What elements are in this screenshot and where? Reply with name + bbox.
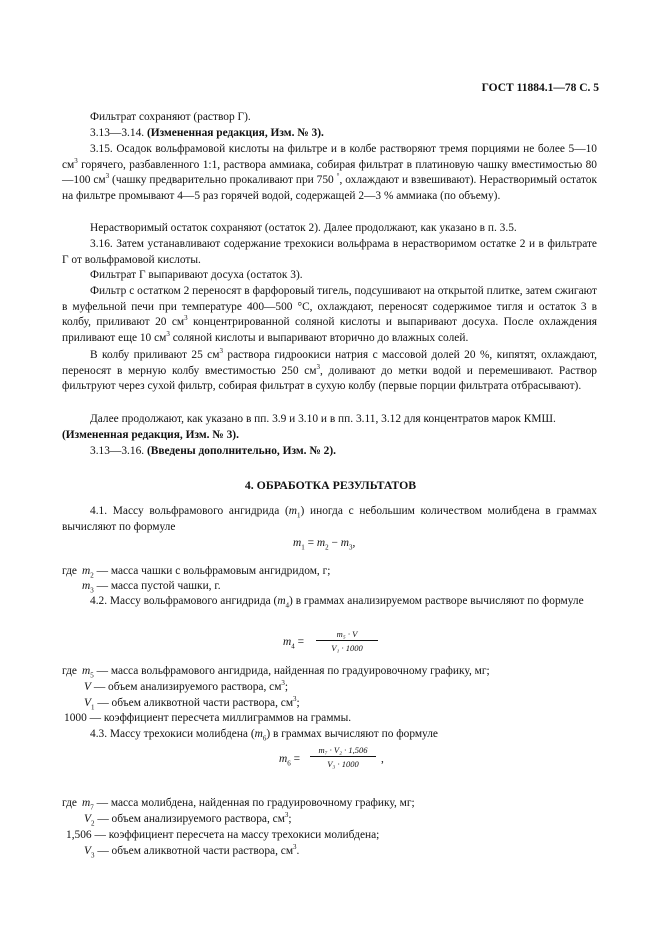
definition-m5 — [82, 664, 490, 679]
superscript: 3 — [74, 156, 78, 165]
subscript: 6 — [262, 734, 267, 743]
text: 3.15. Осадок вольфрамовой кислоты на фильтре и в колбе растворяют тремя порциями не более 5—10 см — [62, 143, 597, 171]
subscript: 3 — [90, 851, 95, 860]
text: 3.13—3.16. — [90, 445, 147, 457]
definition-v — [84, 680, 288, 695]
operator: = — [294, 636, 305, 648]
symbol: m — [283, 636, 292, 648]
paragraph-3-15 — [62, 142, 597, 204]
punctuation: ; — [288, 813, 292, 825]
paragraph-4-3 — [62, 727, 597, 743]
formula-m1 — [293, 537, 356, 552]
paragraph-filtrate-g — [62, 268, 597, 284]
paragraph-3-16 — [62, 237, 597, 268]
subscript: 4 — [291, 642, 295, 651]
superscript: 3 — [105, 172, 110, 181]
subscript: 7 — [90, 803, 94, 812]
subscript: 2 — [90, 571, 94, 580]
symbol: m — [316, 537, 326, 549]
text: Нерастворимый остаток сохраняют (остаток 2). Далее продолжают, как указано в п. 3.5. — [90, 222, 517, 234]
text: 4.3. Массу трехокиси молибдена ( — [90, 728, 255, 740]
edit-note: (Измененная редакция, Изм. № 3). — [62, 428, 239, 441]
symbol: m — [82, 580, 91, 592]
punctuation: . — [296, 845, 300, 857]
text: — масса молибдена, найденная по градуировочному графику, мг; — [93, 797, 415, 809]
text: — объем анализируемого раствора, см — [90, 681, 282, 693]
definition-m2 — [82, 564, 330, 579]
symbol: m — [288, 505, 298, 517]
formula-m4-lhs — [283, 636, 305, 651]
where-label: где — [62, 797, 77, 809]
definition-m3 — [82, 579, 221, 594]
degree-sign: ° — [336, 172, 340, 181]
punctuation: ; — [296, 697, 300, 709]
superscript: 3 — [166, 329, 170, 338]
paragraph-residue-2 — [62, 221, 597, 237]
paragraph-continue — [62, 412, 597, 443]
numerator: m₇ · V₂ · 1,506 — [318, 745, 368, 755]
paragraph-naoh — [62, 348, 597, 395]
subscript: 2 — [90, 819, 95, 828]
symbol: m — [82, 565, 91, 577]
superscript: 3 — [284, 811, 289, 820]
paragraph-4-1 — [62, 504, 597, 535]
superscript: 3 — [293, 843, 297, 852]
text: , охлаждают и взвешивают). Нерастворимый остаток на фильтре промывают 4—5 раз горячей водой, содержащей 2—3 % аммиака (по объему). — [62, 174, 597, 202]
symbol: V — [84, 813, 91, 825]
superscript: 3 — [219, 347, 223, 356]
text: Фильтрат Г выпаривают досуха (остаток 3). — [90, 269, 303, 281]
subscript: 5 — [90, 671, 94, 680]
subscript: 6 — [287, 759, 291, 768]
text: — масса пустой чашки, г. — [93, 580, 221, 592]
paragraph-3-13-3-16 — [62, 444, 597, 460]
edit-note: (Измененная редакция, Изм. № 3). — [146, 127, 324, 139]
paragraph-filter-residue — [62, 284, 597, 346]
punctuation: , — [352, 537, 356, 549]
text: — объем аликвотной части раствора, см — [94, 697, 294, 709]
where-label: где — [62, 665, 77, 677]
punctuation: ; — [284, 681, 289, 693]
symbol: V — [84, 845, 91, 857]
text: Фильтрат сохраняют (раствор Г). — [90, 111, 251, 123]
text: — объем аликвотной части раствора, см — [94, 845, 294, 857]
text: концентрированной соляной кислоты и выпаривают досуха. После охлаждения приливают еще 10 см — [62, 316, 597, 344]
operator: = — [290, 753, 301, 765]
subscript: 3 — [348, 543, 353, 552]
text: соляной кислоты и выпаривают вторично до влажных солей. — [169, 331, 469, 344]
symbol: m — [82, 797, 91, 809]
formula-m6-fraction — [310, 745, 376, 769]
subscript: 1 — [90, 703, 95, 712]
text: 3.13—3.14. — [90, 127, 147, 139]
text: 3.16. Затем устанавливают содержание трехокиси вольфрама в нерастворимом остатке 2 и в фильтрате Г от вольфрамовой кислоты. — [62, 238, 597, 266]
formula-m6-lhs — [279, 753, 301, 768]
text: Далее продолжают, как указано в пп. 3.9 и 3.10 и в пп. 3.11, 3.12 для концентратов марок КМШ. — [90, 413, 556, 425]
superscript: 3 — [281, 679, 285, 688]
where-label: где — [62, 565, 77, 577]
section-title: 4. ОБРАБОТКА РЕЗУЛЬТАТОВ — [244, 478, 417, 492]
formula-m4-fraction — [316, 629, 378, 653]
page-header: ГОСТ 11884.1—78 С. 5 — [481, 82, 599, 94]
text: В колбу приливают 25 см — [90, 349, 220, 361]
subscript: 4 — [285, 601, 290, 610]
text: ) в граммах вычисляют по формуле — [266, 728, 438, 740]
symbol: m — [82, 665, 91, 677]
symbol: m — [277, 595, 286, 607]
superscript: 3 — [316, 362, 320, 371]
symbol: m — [279, 753, 288, 765]
text: — объем анализируемого раствора, см — [94, 813, 285, 825]
operator: − — [328, 537, 341, 549]
text: — коэффициент пересчета миллиграммов на граммы. — [86, 712, 352, 724]
symbol: V — [84, 681, 91, 693]
text: ) иногда с небольшим количеством молибдена в граммах вычисляют по формуле — [62, 505, 597, 533]
symbol: 1,506 — [66, 829, 92, 841]
definition-1000 — [64, 711, 351, 726]
text: раствора гидроокиси натрия с массовой долей 20 %, кипятят, охлаждают, переносят в мерную колбу вместимостью 250 см — [62, 349, 598, 377]
formula-m6-comma: , — [381, 753, 384, 765]
text: — масса чашки с вольфрамовым ангидридом, г; — [93, 565, 331, 577]
edit-note: (Введены дополнительно, Изм. № 2). — [146, 445, 336, 457]
text: Фильтр с остатком 2 переносят в фарфоровый тигель, подсушивают на открытой плитке, затем сжигают в муфельной печи при температуре 400—500 °С, охлаждают, переносят содержимое тигля и остаток 3 в колбу, приливают 20 см — [62, 285, 597, 329]
subscript: 3 — [90, 586, 94, 595]
symbol: m — [254, 728, 263, 740]
text: горячего, разбавленного 1:1, раствора аммиака, собирая фильтрат в платиновую чашку вместимостью 80—100 см — [62, 158, 597, 187]
denominator: V₁ · 1000 — [331, 643, 363, 653]
operator: = — [304, 537, 317, 549]
definition-v2 — [84, 812, 292, 827]
paragraph-3-13-3-14 — [62, 126, 597, 142]
superscript: 3 — [293, 695, 297, 704]
denominator: V₃ · 1000 — [327, 759, 359, 769]
symbol: 1000 — [64, 712, 87, 724]
paragraph-4-2 — [62, 594, 597, 610]
paragraph-filtrate — [62, 110, 597, 126]
text: 4.2. Массу вольфрамового ангидрида ( — [90, 595, 278, 607]
symbol: m — [340, 537, 349, 549]
definition-v1 — [84, 696, 300, 711]
text: , доливают до метки водой и перемешивают. Раствор фильтруют через сухой фильтр, собирая фильтрат в сухую колбу (первые порции фильтрата отбрасывают). — [62, 364, 597, 393]
text: — масса вольфрамового ангидрида, найденная по градуировочному графику, мг; — [93, 665, 490, 677]
subscript: 2 — [325, 543, 329, 552]
subscript: 1 — [297, 511, 301, 520]
text: ) в граммах анализируемом растворе вычисляют по формуле — [289, 595, 584, 607]
symbol: m — [293, 537, 302, 549]
definition-1506 — [66, 828, 379, 843]
definition-m7 — [82, 796, 415, 811]
text: 4.1. Массу вольфрамового ангидрида ( — [90, 505, 289, 517]
superscript: 3 — [184, 314, 188, 323]
text: — коэффициент пересчета на массу трехокиси молибдена; — [91, 829, 380, 841]
numerator: m₅ · V — [336, 629, 358, 639]
text: (чашку предварительно прокаливают при 750 — [109, 174, 337, 187]
subscript: 1 — [301, 543, 305, 552]
definition-v3 — [84, 844, 299, 859]
symbol: V — [84, 697, 91, 709]
